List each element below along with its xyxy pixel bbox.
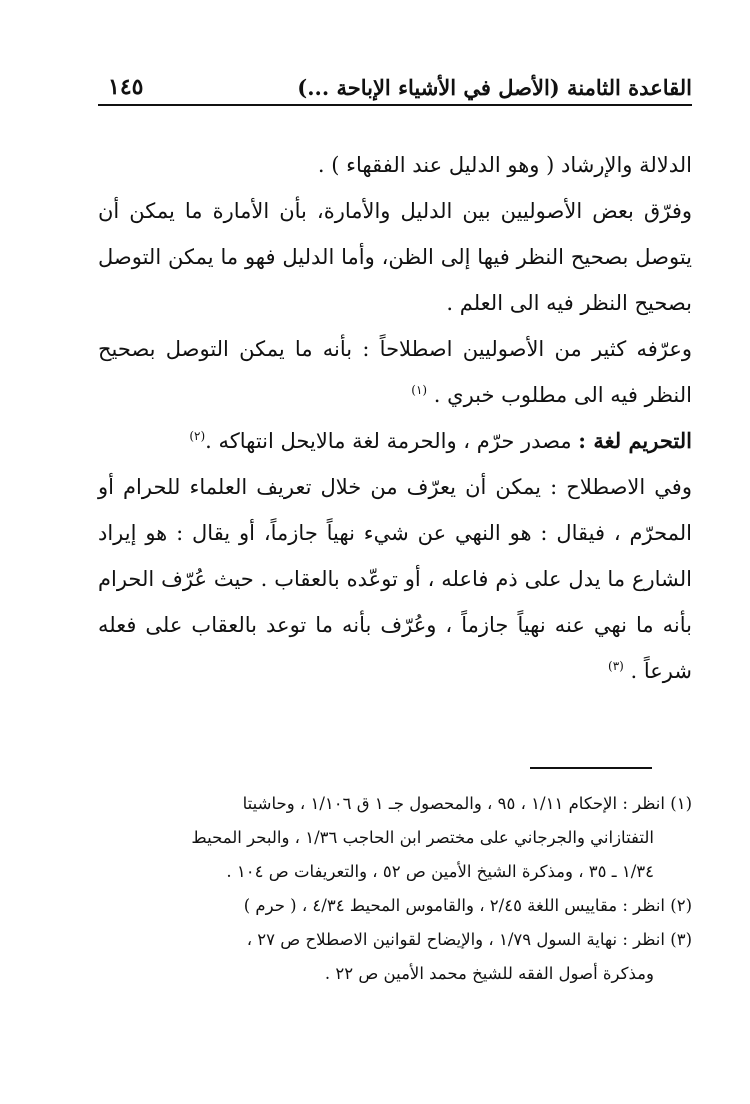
footnote-ref-1: (١)	[411, 383, 428, 397]
paragraph-5	[98, 464, 692, 694]
footnote-3-continuation: ومذكرة أصول الفقه للشيخ محمد الأمين ص ٢٢ .	[324, 964, 654, 983]
paragraph-5-text: يمكن أن يعرّف من خلال تعريف العلماء للحرام أو المحرّم ، فيقال : هو النهي عن شيء نهياً جازماً، أو يقال : هو إيراد الشارع ما يدل على ذم فاعله ، أو توعّده بالعقاب . حيث عُرّف الحرام بأنه ما نهي عنه نهياً جازماً ، وعُرّف بأنه ما توعد بالعقاب على فعله شرعاً .	[98, 475, 692, 683]
footnote-separator	[530, 767, 652, 769]
footnote-2-text: انظر : مقاييس اللغة ٢/٤٥ ، والقاموس المحيط ٤/٣٤ ، ( حرم )	[243, 896, 665, 915]
header-title: القاعدة الثامنة (الأصل في الأشياء الإباحة ...)	[297, 75, 692, 100]
paragraph-4	[98, 418, 692, 464]
footnote-1	[98, 788, 692, 820]
term-heading-istilah: وفي الاصطلاح :	[550, 475, 692, 499]
page-number: ١٤٥	[108, 74, 144, 100]
term-heading-lughah: التحريم لغة :	[578, 428, 692, 453]
footnote-1-continuation-1: التفتازاني والجرجاني على مختصر ابن الحاجب ١/٣٦ ، والبحر المحيط	[191, 828, 654, 847]
footnote-3-mark: (٣)	[670, 930, 692, 949]
paragraph-4-text: مصدر حرّم ، والحرمة لغة مالايحل انتهاكه .	[205, 429, 572, 453]
footnotes	[98, 788, 692, 992]
paragraph-1: الدلالة والإرشاد ( وهو الدليل عند الفقهاء ) .	[317, 153, 692, 177]
footnote-1-mark: (١)	[670, 794, 692, 813]
paragraph-3	[98, 326, 692, 418]
footnote-ref-2: (٢)	[189, 429, 206, 443]
footnote-2-mark: (٢)	[670, 896, 692, 915]
footnote-ref-3: (٣)	[608, 659, 624, 673]
main-text	[98, 142, 692, 694]
paragraph-3-text: وعرّفه كثير من الأصوليين اصطلاحاً : بأنه ما يمكن التوصل بصحيح النظر فيه الى مطلوب خبري .	[98, 337, 692, 407]
footnote-2	[98, 890, 692, 922]
running-header	[98, 66, 692, 106]
footnote-1-continuation-2: ١/٣٤ ـ ٣٥ ، ومذكرة الشيخ الأمين ص ٥٢ ، والتعريفات ص ١٠٤ .	[226, 862, 654, 881]
footnote-3	[98, 924, 692, 956]
footnote-1-text: انظر : الإحكام ١/١١ ، ٩٥ ، والمحصول جـ ١ ق ١/١٠٦ ، وحاشيتا	[242, 794, 665, 813]
paragraph-2: وفرّق بعض الأصوليين بين الدليل والأمارة، بأن الأمارة ما يمكن أن يتوصل بصحيح النظر فيها إلى الظن، وأما الدليل فهو ما يمكن التوصل بصحيح النظر فيه الى العلم .	[98, 199, 692, 315]
footnote-3-text: انظر : نهاية السول ١/٧٩ ، والإيضاح لقوانين الاصطلاح ص ٢٧ ،	[246, 930, 665, 949]
